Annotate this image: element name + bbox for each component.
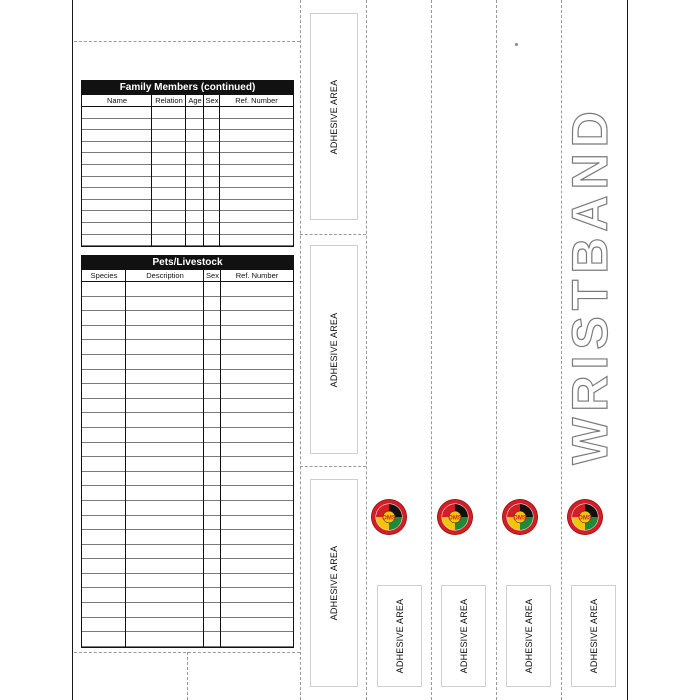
table-row[interactable] <box>82 153 293 165</box>
column-header: Ref. Number <box>235 271 279 280</box>
seal-icon <box>370 498 408 536</box>
table-row[interactable] <box>82 545 293 560</box>
adhesive-area-label: ADHESIVE AREA <box>329 312 339 387</box>
adhesive-area-label: ADHESIVE AREA <box>394 598 405 674</box>
table-row[interactable] <box>82 177 293 189</box>
seal-icon <box>566 498 604 536</box>
table-row[interactable] <box>82 188 293 200</box>
seal-letters: OMS <box>513 515 527 522</box>
table-row[interactable] <box>82 501 293 516</box>
column-header: Species <box>90 271 118 280</box>
table-row[interactable] <box>82 618 293 633</box>
table-row[interactable] <box>82 130 293 142</box>
column-divider <box>125 270 126 647</box>
pets-livestock-table <box>81 255 294 648</box>
table-row[interactable] <box>82 384 293 399</box>
column-header: Sex <box>205 96 219 105</box>
table-row[interactable] <box>82 165 293 177</box>
table-row[interactable] <box>82 559 293 574</box>
table-row[interactable] <box>82 340 293 355</box>
table-row[interactable] <box>82 119 293 131</box>
table-row[interactable] <box>82 107 293 119</box>
table-row[interactable] <box>82 223 293 235</box>
table-row[interactable] <box>82 413 293 428</box>
table-row[interactable] <box>82 486 293 501</box>
perforation-line <box>300 234 366 235</box>
perforation-line <box>74 41 300 42</box>
pets-livestock-rows <box>82 282 293 647</box>
seal-letters: OMS <box>382 515 396 522</box>
table-row[interactable] <box>82 211 293 223</box>
strip-adhesive-area-4 <box>571 585 616 687</box>
pets-livestock-header <box>82 270 293 282</box>
table-row[interactable] <box>82 326 293 341</box>
table-row[interactable] <box>82 632 293 647</box>
column-divider <box>151 95 152 246</box>
strip-adhesive-area-2 <box>441 585 486 687</box>
seal-icon <box>436 498 474 536</box>
table-row[interactable] <box>82 311 293 326</box>
column-header: Age <box>188 96 202 105</box>
perforation-line <box>300 466 366 467</box>
column-header: Ref. Number <box>235 96 278 105</box>
seal-icon <box>501 498 539 536</box>
column-divider <box>203 95 204 246</box>
adhesive-area-label: ADHESIVE AREA <box>588 598 599 674</box>
table-row[interactable] <box>82 235 293 247</box>
table-row[interactable] <box>82 355 293 370</box>
perforation-line <box>496 0 497 700</box>
oms-seal-logo <box>436 498 474 536</box>
strip-adhesive-area-1 <box>377 585 422 687</box>
adhesive-area-1 <box>310 13 358 220</box>
column-header: Relation <box>155 96 183 105</box>
column-divider <box>203 270 204 647</box>
table-row[interactable] <box>82 472 293 487</box>
oms-seal-logo <box>566 498 604 536</box>
table-row[interactable] <box>82 457 293 472</box>
table-row[interactable] <box>82 428 293 443</box>
table-row[interactable] <box>82 142 293 154</box>
perforation-line <box>431 0 432 700</box>
adhesive-area-3 <box>310 479 358 687</box>
family-members-header <box>82 95 293 107</box>
table-row[interactable] <box>82 200 293 212</box>
adhesive-area-label: ADHESIVE AREA <box>329 79 339 154</box>
table-row[interactable] <box>82 282 293 297</box>
adhesive-area-label: ADHESIVE AREA <box>329 545 339 621</box>
table-row[interactable] <box>82 530 293 545</box>
column-divider <box>219 95 220 246</box>
column-divider <box>220 270 221 647</box>
pets-livestock-title: Pets/Livestock <box>82 256 293 270</box>
oms-seal-logo <box>370 498 408 536</box>
table-row[interactable] <box>82 370 293 385</box>
seal-letters: OMS <box>448 515 462 522</box>
table-row[interactable] <box>82 399 293 414</box>
table-row[interactable] <box>82 603 293 618</box>
family-members-title: Family Members (continued) <box>82 81 293 95</box>
oms-seal-logo <box>501 498 539 536</box>
adhesive-area-2 <box>310 245 358 454</box>
family-members-table <box>81 80 294 247</box>
strip-adhesive-area-3 <box>506 585 551 687</box>
marker-dot <box>515 43 518 46</box>
table-row[interactable] <box>82 516 293 531</box>
adhesive-area-label: ADHESIVE AREA <box>458 598 469 674</box>
table-row[interactable] <box>82 297 293 312</box>
column-header: Description <box>146 271 184 280</box>
perforation-line <box>187 652 188 700</box>
table-row[interactable] <box>82 443 293 458</box>
perforation-line <box>300 0 301 700</box>
wristband-title: WRISTBAND <box>562 105 618 465</box>
family-members-rows <box>82 107 293 246</box>
column-header: Sex <box>206 271 219 280</box>
seal-letters: OMS <box>578 515 592 522</box>
table-row[interactable] <box>82 588 293 603</box>
table-row[interactable] <box>82 574 293 589</box>
column-header: Name <box>106 96 127 105</box>
column-divider <box>185 95 186 246</box>
perforation-line <box>366 0 367 700</box>
adhesive-area-label: ADHESIVE AREA <box>523 598 534 674</box>
